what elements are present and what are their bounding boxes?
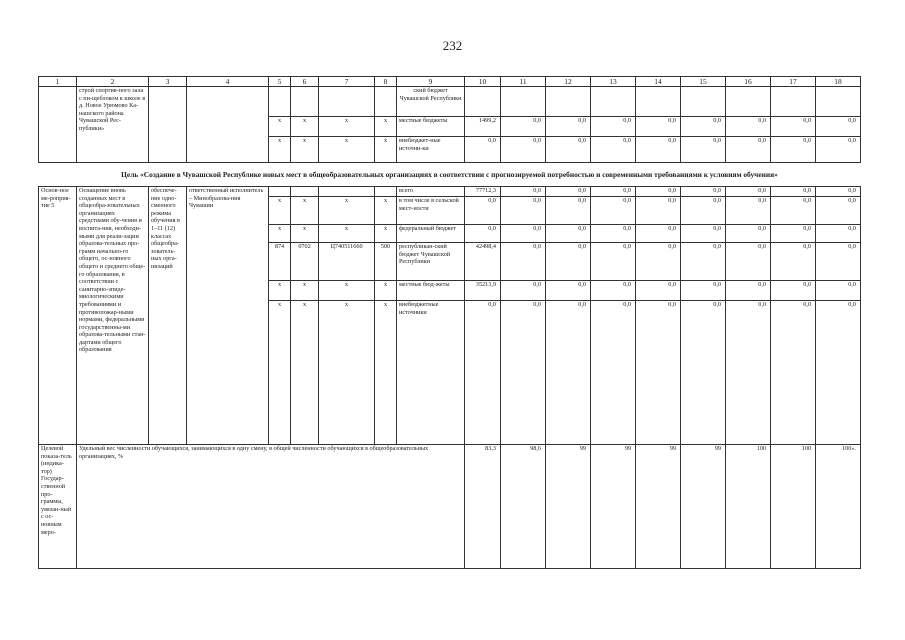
value-cell: 0,0 xyxy=(726,243,771,281)
table-cell xyxy=(546,87,591,117)
table-cell: х xyxy=(375,137,397,163)
table-body xyxy=(39,77,861,569)
header-cell: 4 xyxy=(187,77,269,87)
value-cell: 0,0 xyxy=(501,281,546,301)
value-cell: 0,0 xyxy=(816,137,861,163)
funding-source: федеральный бюджет xyxy=(397,225,465,243)
table-cell: х xyxy=(291,137,319,163)
value-cell: 0,0 xyxy=(501,187,546,197)
value-cell: 0,0 xyxy=(636,137,681,163)
value-cell: 0,0 xyxy=(501,225,546,243)
table-cell: х xyxy=(375,225,397,243)
table-cell: х xyxy=(319,281,375,301)
table-cell: х xyxy=(375,301,397,445)
table-cell xyxy=(636,87,681,117)
value-cell: 0,0 xyxy=(636,187,681,197)
value-cell: 0,0 xyxy=(546,197,591,225)
header-cell: 9 xyxy=(397,77,465,87)
table-cell: ский бюджет Чувашской Республики xyxy=(397,87,465,117)
header-cell: 8 xyxy=(375,77,397,87)
value-cell: 0,0 xyxy=(816,117,861,137)
value-cell: 0,0 xyxy=(681,243,726,281)
activity-result: обеспече-ние одно-сменного режима обучения в 1–11 (12) классах общеобра-зователь-ных орга-низаций xyxy=(149,187,187,445)
value-cell: 100 xyxy=(726,445,771,569)
table-cell xyxy=(816,87,861,117)
value-cell: 0,0 xyxy=(771,281,816,301)
value-cell: 0,0 xyxy=(546,187,591,197)
value-cell: 0,0 xyxy=(681,197,726,225)
table-cell xyxy=(726,87,771,117)
value-cell: 0,0 xyxy=(465,225,501,243)
value-cell: 0,0 xyxy=(591,197,636,225)
table-cell xyxy=(39,87,77,163)
table-cell xyxy=(187,87,269,163)
value-cell: 0,0 xyxy=(726,281,771,301)
value-cell: 0,0 xyxy=(546,225,591,243)
table-cell xyxy=(269,87,291,117)
value-cell: 0,0 xyxy=(501,137,546,163)
table-cell: х xyxy=(269,301,291,445)
value-cell: 0,0 xyxy=(726,197,771,225)
value-cell: 0,0 xyxy=(816,243,861,281)
value-cell: 0,0 xyxy=(726,137,771,163)
value-cell: 0,0 xyxy=(816,187,861,197)
funding-source: всего xyxy=(397,187,465,197)
table-cell xyxy=(269,187,291,197)
value-cell: 99 xyxy=(591,445,636,569)
table-cell xyxy=(149,87,187,163)
value-cell: 77712,3 xyxy=(465,187,501,197)
table-cell: х xyxy=(319,225,375,243)
table-cell: местные бюджеты xyxy=(397,117,465,137)
table-cell xyxy=(465,87,501,117)
table-cell: х xyxy=(291,117,319,137)
table-cell: х xyxy=(319,137,375,163)
table-cell: х xyxy=(269,197,291,225)
value-cell: 0,0 xyxy=(501,301,546,445)
header-row xyxy=(39,77,861,87)
table-cell xyxy=(501,87,546,117)
value-cell: 0,0 xyxy=(591,137,636,163)
table-cell xyxy=(771,87,816,117)
value-cell: 0,0 xyxy=(465,301,501,445)
value-cell: 0,0 xyxy=(591,187,636,197)
table-cell: х xyxy=(291,225,319,243)
table-cell: 500 xyxy=(375,243,397,281)
table-cell: х xyxy=(269,281,291,301)
table-cell: х xyxy=(291,281,319,301)
value-cell: 99 xyxy=(681,445,726,569)
table-cell: х xyxy=(375,281,397,301)
table-row xyxy=(39,87,861,117)
table-cell xyxy=(681,87,726,117)
value-cell: 0,0 xyxy=(591,225,636,243)
value-cell: 83,3 xyxy=(465,445,501,569)
header-cell: 3 xyxy=(149,77,187,87)
value-cell: 0,0 xyxy=(591,281,636,301)
table-cell: х xyxy=(291,197,319,225)
table-cell: х xyxy=(269,117,291,137)
value-cell: 0,0 xyxy=(726,225,771,243)
table-cell xyxy=(319,187,375,197)
value-cell: 0,0 xyxy=(726,117,771,137)
table-row xyxy=(39,445,861,569)
table-cell xyxy=(591,87,636,117)
activity-name: Оснащение вновь созданных мест в общеобра-зовательных организациях средствами обу-чения и воспита-ния, необходи-мыми для реали-зации образова-тельных про-грамм начально-го общего, ос-новного общего и среднего обще-го образования, в соответствии с санитарно-эпиде-миологическими требованиями и противопожар-ными нормами, федеральными государственны-ми образова-тельными стан-дартами общего образования xyxy=(77,187,149,445)
value-cell: 0,0 xyxy=(681,117,726,137)
table-cell xyxy=(291,187,319,197)
value-cell: 0,0 xyxy=(636,117,681,137)
header-cell: 17 xyxy=(771,77,816,87)
value-cell: 0,0 xyxy=(771,117,816,137)
header-cell: 6 xyxy=(291,77,319,87)
header-cell: 14 xyxy=(636,77,681,87)
table-cell: х xyxy=(319,197,375,225)
value-cell: 0,0 xyxy=(816,301,861,445)
header-cell: 13 xyxy=(591,77,636,87)
header-cell: 5 xyxy=(269,77,291,87)
funding-source: в том числе в сельской мест-ности xyxy=(397,197,465,225)
value-cell: 0,0 xyxy=(681,281,726,301)
value-cell: 0,0 xyxy=(546,301,591,445)
value-cell: 0,0 xyxy=(501,117,546,137)
value-cell: 0,0 xyxy=(771,243,816,281)
table-cell xyxy=(375,187,397,197)
value-cell: 99 xyxy=(636,445,681,569)
table-cell: х xyxy=(291,301,319,445)
value-cell: 0,0 xyxy=(816,281,861,301)
funding-source: местные бюд-жеты xyxy=(397,281,465,301)
value-cell: 1499,2 xyxy=(465,117,501,137)
table-row xyxy=(39,187,861,197)
value-cell: 0,0 xyxy=(771,197,816,225)
table-cell xyxy=(319,87,375,117)
value-cell: 100». xyxy=(816,445,861,569)
value-cell: 0,0 xyxy=(771,137,816,163)
header-cell: 15 xyxy=(681,77,726,87)
value-cell: 0,0 xyxy=(636,243,681,281)
event-name: строй спортив-ного зала с пи-щеблоком к школе в д. Новое Урюмово Ка-нашского района Чувашской Рес-публики» xyxy=(77,87,149,163)
header-cell: 7 xyxy=(319,77,375,87)
value-cell: 0,0 xyxy=(681,225,726,243)
table-cell xyxy=(375,87,397,117)
value-cell: 42498,4 xyxy=(465,243,501,281)
value-cell: 0,0 xyxy=(771,225,816,243)
goal-heading: Цель «Создание в Чувашской Республике новых мест в общеобразовательных организациях в соответствии с прогнозируемой потребностью и современными требованиями к условиям обучения» xyxy=(39,163,861,187)
table-cell xyxy=(291,87,319,117)
value-cell: 0,0 xyxy=(726,187,771,197)
value-cell: 0,0 xyxy=(726,301,771,445)
indicator-description: Удельный вес численности обучающихся, занимающихся в одну смену, в общей численности обучающихся в общеобразовательных организациях, % xyxy=(77,445,465,569)
header-cell: 1 xyxy=(39,77,77,87)
header-cell: 18 xyxy=(816,77,861,87)
table-cell: 874 xyxy=(269,243,291,281)
value-cell: 0,0 xyxy=(816,225,861,243)
value-cell: 0,0 xyxy=(636,225,681,243)
indicator-label: Целевой показа-тель (индика-тор) Государ-ственной про-граммы, увязан-ный с ос-новным меро- xyxy=(39,445,77,569)
value-cell: 0,0 xyxy=(771,301,816,445)
table-cell: 0702 xyxy=(291,243,319,281)
page-number: 232 xyxy=(442,38,463,53)
header-cell: 2 xyxy=(77,77,149,87)
table-cell: х xyxy=(269,225,291,243)
value-cell: 100 xyxy=(771,445,816,569)
value-cell: 0,0 xyxy=(681,137,726,163)
goal-row xyxy=(39,163,861,187)
value-cell: 0,0 xyxy=(546,243,591,281)
value-cell: 0,0 xyxy=(591,117,636,137)
header-cell: 11 xyxy=(501,77,546,87)
table-cell: х xyxy=(269,137,291,163)
responsible-executor: ответственный исполнитель – Минобразова-ния Чувашии xyxy=(187,187,269,445)
funding-source: республикан-ский бюджет Чувашской Республики xyxy=(397,243,465,281)
value-cell: 0,0 xyxy=(636,197,681,225)
table-cell: х xyxy=(319,301,375,445)
value-cell: 0,0 xyxy=(501,243,546,281)
value-cell: 99 xyxy=(546,445,591,569)
value-cell: 0,0 xyxy=(465,197,501,225)
table-cell: х xyxy=(319,117,375,137)
value-cell: 0,0 xyxy=(636,281,681,301)
value-cell: 0,0 xyxy=(546,281,591,301)
value-cell: 0,0 xyxy=(546,117,591,137)
value-cell: 0,0 xyxy=(591,243,636,281)
table-cell: внебюджет-ные источни-ки xyxy=(397,137,465,163)
value-cell: 35213,9 xyxy=(465,281,501,301)
value-cell: 0,0 xyxy=(681,301,726,445)
value-cell: 0,0 xyxy=(546,137,591,163)
header-cell: 12 xyxy=(546,77,591,87)
header-cell: 10 xyxy=(465,77,501,87)
activity-label: Основ-ное ме-роприя-тие 5 xyxy=(39,187,77,445)
value-cell: 0,0 xyxy=(591,301,636,445)
value-cell: 0,0 xyxy=(501,197,546,225)
value-cell: 0,0 xyxy=(816,197,861,225)
value-cell: 0,0 xyxy=(681,187,726,197)
value-cell: 0,0 xyxy=(771,187,816,197)
value-cell: 0,0 xyxy=(636,301,681,445)
header-cell: 16 xyxy=(726,77,771,87)
table-cell: Ц740511660 xyxy=(319,243,375,281)
funding-source: внебюджетные источники xyxy=(397,301,465,445)
table-cell: х xyxy=(375,117,397,137)
table-cell: х xyxy=(375,197,397,225)
program-table xyxy=(38,76,861,569)
value-cell: 98,6 xyxy=(501,445,546,569)
value-cell: 0,0 xyxy=(465,137,501,163)
